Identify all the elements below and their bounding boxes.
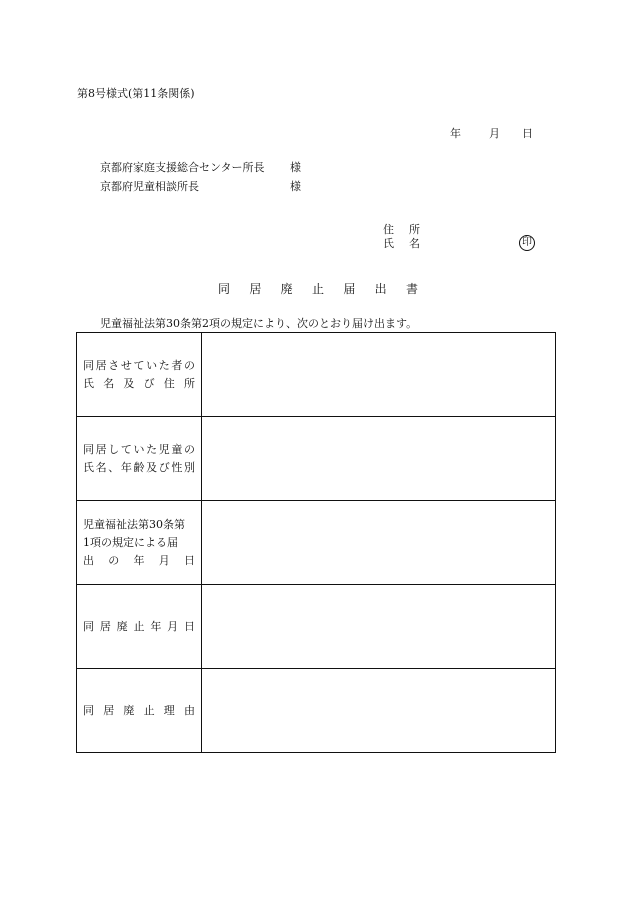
form-row-value-field[interactable] [202, 585, 555, 668]
label-char: 児 [158, 442, 170, 456]
addressee-1: 京都府家庭支援総合センター所長 [100, 161, 265, 174]
label-char: て [133, 358, 145, 372]
addressee-1-honorific: 様 [290, 161, 301, 174]
label-char: の [184, 442, 195, 456]
form-table [76, 332, 556, 753]
label-char: 出 [83, 553, 94, 567]
label-char: た [158, 358, 170, 372]
label-char: 日 [183, 619, 195, 633]
title-char: 同 [218, 282, 231, 296]
label-char: た [146, 442, 158, 456]
form-row [77, 333, 555, 417]
label-char: 年 [150, 619, 162, 633]
form-row-value-field[interactable] [202, 669, 555, 752]
date-month-label: 月 [489, 127, 500, 140]
label-line [83, 618, 195, 636]
label-line [83, 459, 195, 477]
label-char: 年 [133, 553, 145, 567]
label-line [83, 441, 195, 459]
form-row [77, 669, 555, 752]
form-row-label [77, 333, 202, 416]
label-char: 止 [143, 703, 155, 717]
label-line [83, 375, 195, 393]
form-number: 第8号様式(第11条関係) [77, 87, 195, 100]
document-title [218, 280, 418, 297]
label-char: 居 [99, 619, 111, 633]
title-char: 止 [311, 282, 324, 296]
label-char: い [146, 358, 158, 372]
label-line: 児童福祉法第30条第 [83, 517, 185, 531]
intro-text: 児童福祉法第30条第2項の規定により、次のとおり届け出ます。 [100, 317, 418, 330]
label-char: 月 [158, 553, 170, 567]
label-char: の [184, 358, 195, 372]
label-char: 齢 [133, 460, 145, 474]
label-char: し [108, 442, 120, 456]
form-row-value-field[interactable] [202, 417, 555, 500]
label-char: 日 [184, 553, 195, 567]
form-row [77, 417, 555, 501]
date-year-label: 年 [450, 127, 461, 140]
label-char: 月 [167, 619, 179, 633]
label-line: 1項の規定による届 [83, 535, 178, 549]
label-char: 理 [163, 703, 175, 717]
label-char: 者 [171, 358, 183, 372]
title-char: 出 [374, 282, 387, 296]
form-row [77, 585, 555, 669]
label-char: 居 [95, 442, 107, 456]
title-char: 廃 [280, 282, 293, 296]
label-char: 所 [183, 376, 195, 390]
label-char: の [108, 553, 120, 567]
title-char: 届 [343, 282, 356, 296]
label-line [83, 702, 195, 720]
label-char: 居 [103, 703, 115, 717]
sender-address-label-1: 住 [383, 223, 394, 236]
label-char: 及 [123, 376, 135, 390]
addressee-2: 京都府児童相談所長 [100, 180, 199, 193]
title-char: 書 [405, 282, 418, 296]
label-char: 童 [171, 442, 183, 456]
label-char: び [143, 376, 155, 390]
addressee-2-honorific: 様 [290, 180, 301, 193]
label-char: 同 [83, 619, 94, 633]
form-row-value-field[interactable] [202, 333, 555, 416]
label-char: せ [120, 358, 132, 372]
label-char: 同 [83, 442, 94, 456]
form-row-label [77, 585, 202, 668]
label-char: 別 [184, 460, 195, 474]
title-char: 居 [249, 282, 262, 296]
label-char: 名 [95, 460, 107, 474]
form-row-label [77, 669, 202, 752]
label-char: 性 [171, 460, 183, 474]
label-char: い [133, 442, 145, 456]
label-char: 廃 [116, 619, 128, 633]
label-char: び [158, 460, 170, 474]
label-char: 氏 [83, 376, 94, 390]
sender-name-label-2: 名 [409, 237, 420, 250]
label-char: 廃 [123, 703, 135, 717]
label-char: 名 [103, 376, 115, 390]
form-row-value-field[interactable] [202, 501, 555, 584]
form-row [77, 501, 555, 585]
form-row-label [77, 501, 202, 584]
label-char: 氏 [83, 460, 94, 474]
label-line [83, 552, 195, 570]
label-char: 年 [120, 460, 132, 474]
label-char: さ [108, 358, 120, 372]
label-char: 居 [95, 358, 107, 372]
label-char: 、 [108, 460, 120, 474]
label-char: 及 [146, 460, 158, 474]
label-char: 同 [83, 703, 94, 717]
label-char: 由 [183, 703, 195, 717]
label-char: 住 [163, 376, 175, 390]
label-line [83, 357, 195, 375]
form-row-label [77, 417, 202, 500]
sender-name-label-1: 氏 [383, 237, 394, 250]
sender-address-label-2: 所 [409, 223, 420, 236]
label-char: 同 [83, 358, 94, 372]
seal-mark: 印 [519, 235, 535, 251]
label-char: て [120, 442, 132, 456]
label-char: 止 [133, 619, 145, 633]
date-day-label: 日 [522, 127, 533, 140]
